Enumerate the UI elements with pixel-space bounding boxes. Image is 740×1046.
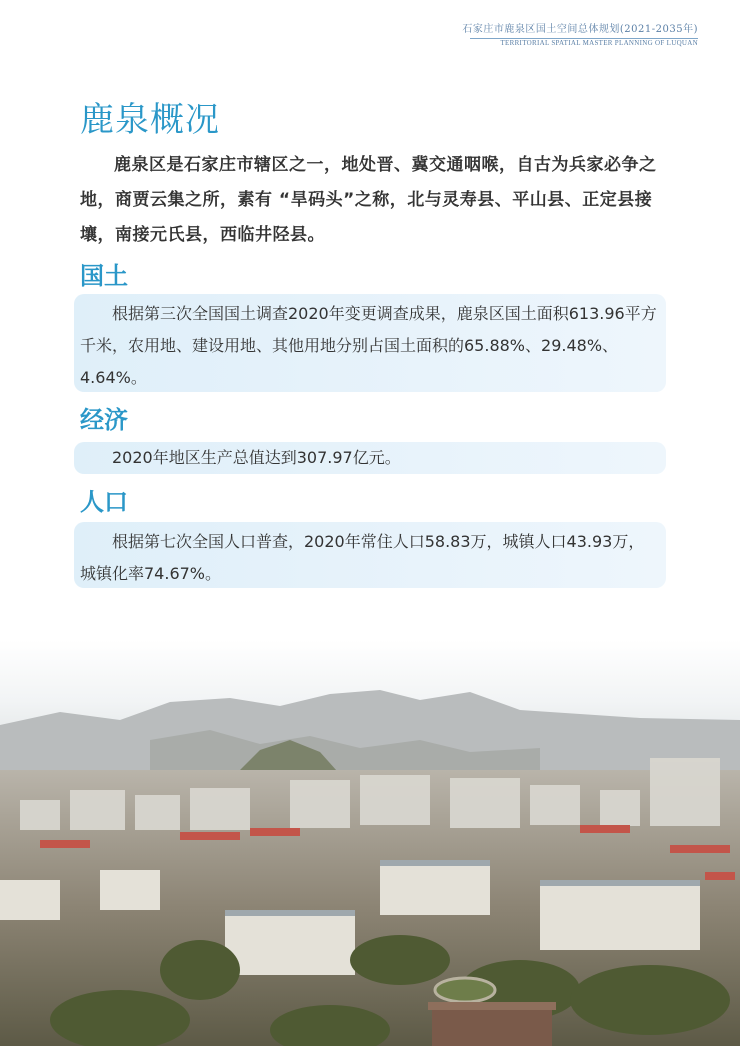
roundabout — [435, 978, 495, 1002]
section-text-population: 根据第七次全国人口普查，2020年常住人口58.83万，城镇人口43.93万，城镇化率74.67%。 — [80, 532, 645, 583]
section-text-economy: 2020年地区生产总值达到307.97亿元。 — [112, 448, 401, 467]
section-box-land — [74, 294, 666, 392]
header-title-en: TERRITORIAL SPATIAL MASTER PLANNING OF LUQUAN — [500, 39, 698, 47]
section-heading-population: 人口 — [80, 488, 128, 516]
header-divider — [470, 38, 698, 39]
city-aerial-photo — [0, 640, 740, 1046]
page-title: 鹿泉概况 — [80, 100, 220, 140]
section-box-economy — [74, 442, 666, 474]
section-box-population — [74, 522, 666, 588]
section-text-land: 根据第三次全国国土调查2020年变更调查成果，鹿泉区国土面积613.96平方千米，农用地、建设用地、其他用地分别占国土面积的65.88%、29.48%、4.64%。 — [80, 304, 657, 387]
gate-structure — [432, 1006, 552, 1046]
running-header — [462, 20, 698, 47]
intro-paragraph: 鹿泉区是石家庄市辖区之一，地处晋、冀交通咽喉，自古为兵家必争之地，商贾云集之所，素有 “旱码头”之称，北与灵寿县、平山县、正定县接壤，南接元氏县，西临井陉县。 — [80, 155, 657, 245]
section-heading-land: 国土 — [80, 262, 128, 290]
section-heading-economy: 经济 — [80, 406, 128, 434]
header-title-cn: 石家庄市鹿泉区国土空间总体规划(2021-2035年) — [462, 24, 698, 35]
